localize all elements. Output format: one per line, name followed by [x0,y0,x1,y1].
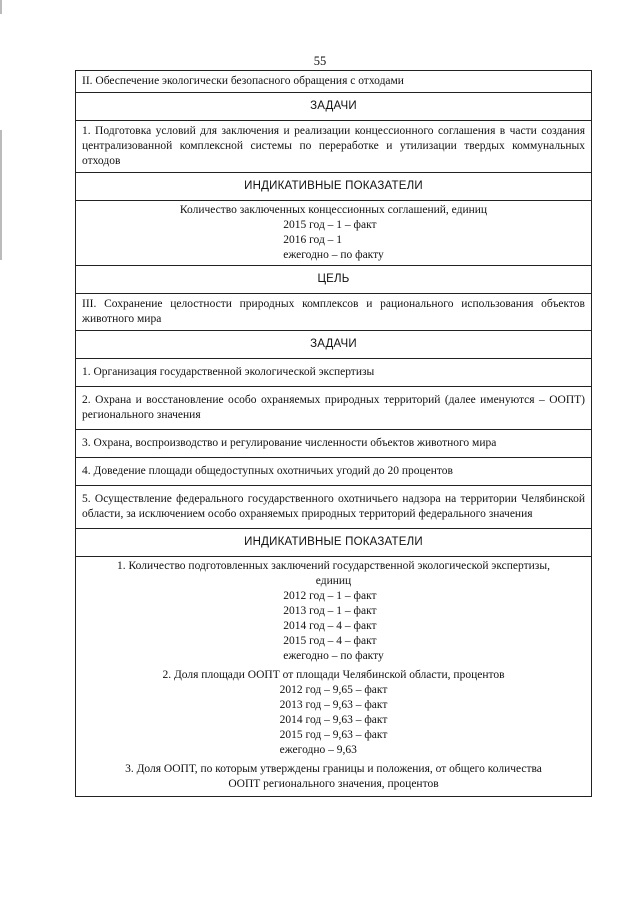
indicator-value: ежегодно – по факту [283,650,384,662]
indicator-block [76,557,591,796]
goal-heading: ЦЕЛЬ [76,266,591,294]
scan-edge-mark [0,130,2,260]
task-item: 1. Подготовка условий для заключения и реализации концессионного соглашения в части создания централизованной комплексной системы по переработке и утилизации твердых коммунальных отходов [76,121,591,173]
indicators-heading: ИНДИКАТИВНЫЕ ПОКАЗАТЕЛИ [76,529,591,557]
page-number: 55 [313,54,327,68]
indicator-value: 2014 год – 4 – факт [283,620,377,632]
indicator-block [76,201,591,266]
section-iii-title: III. Сохранение целостности природных комплексов и рационального использования объектов животного мира [76,294,591,331]
task-item: 1. Организация государственной экологической экспертизы [76,359,591,387]
indicators-heading: ИНДИКАТИВНЫЕ ПОКАЗАТЕЛИ [76,173,591,201]
indicator-value: 2013 год – 1 – факт [283,605,377,617]
indicator-value: 2012 год – 9,65 – факт [279,684,388,696]
indicator-title: Количество заключенных концессионных соглашений, единиц [179,204,488,216]
indicator-value: 2014 год – 9,63 – факт [279,714,388,726]
document-table [75,70,592,797]
task-item: 2. Охрана и восстановление особо охраняемых природных территорий (далее именуются – ООПТ) регионального значения [76,387,591,430]
indicator-value: ежегодно – 9,63 [279,744,357,756]
indicator-values [283,218,384,263]
indicator-value: 2015 год – 1 – факт [283,219,377,231]
indicator-values [283,589,384,664]
indicator-value: 2015 год – 9,63 – факт [279,729,388,741]
indicator-value: 2013 год – 9,63 – факт [279,699,388,711]
indicator-title: 2. Доля площади ООПТ от площади Челябинской области, процентов [162,669,505,681]
task-item: 5. Осуществление федерального государственного охотничьего надзора на территории Челябинской области, за исключением особо охраняемых природных территорий федерального значения [76,486,591,529]
indicator-value: 2016 год – 1 [283,234,343,246]
indicator-value: ежегодно – по факту [283,249,384,261]
task-item: 4. Доведение площади общедоступных охотничьих угодий до 20 процентов [76,458,591,486]
indicator-value: 2015 год – 4 – факт [283,635,377,647]
section-ii-title: II. Обеспечение экологически безопасного обращения с отходами [76,71,591,93]
tasks-heading: ЗАДАЧИ [76,93,591,121]
scan-edge-mark [0,0,2,14]
indicator-value: 2012 год – 1 – факт [283,590,377,602]
indicator-title: 3. Доля ООПТ, по которым утверждены границы и положения, от общего количества ООПТ регионального значения, процентов [125,763,542,790]
indicator-title: 1. Количество подготовленных заключений государственной экологической экспертизы, единиц [117,560,550,587]
tasks-heading: ЗАДАЧИ [76,331,591,359]
indicator-values [280,683,388,758]
task-item: 3. Охрана, воспроизводство и регулирование численности объектов животного мира [76,430,591,458]
